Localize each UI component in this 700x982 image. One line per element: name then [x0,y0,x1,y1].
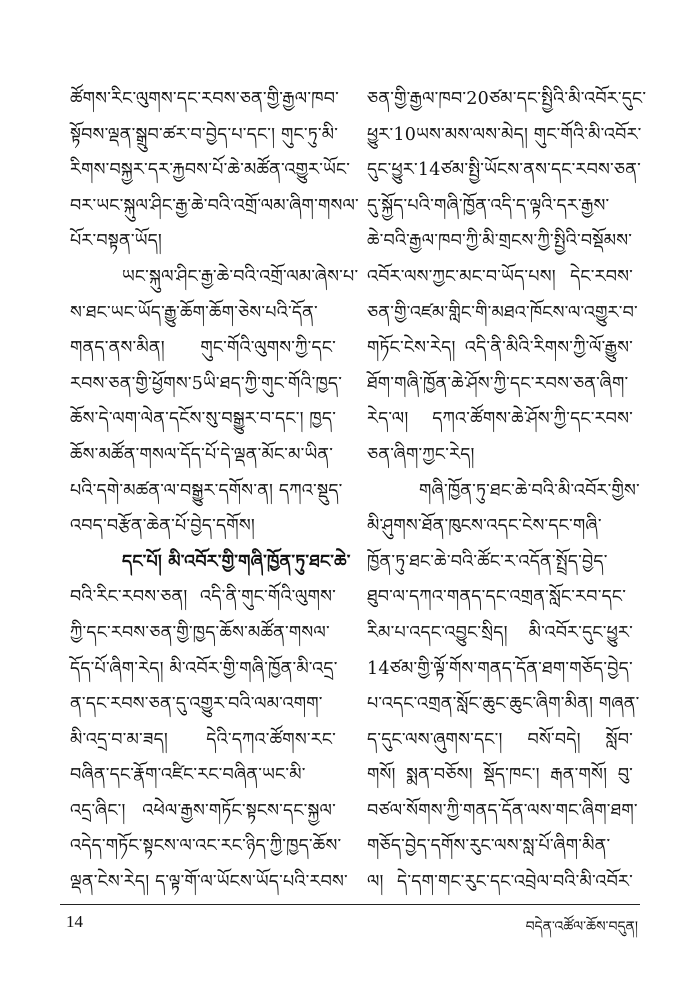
text-line: པ་འདང་འགྲན་སློང་ཆུང་ཆུང་ཞིག་མིན། གཞན་ [367,694,640,715]
left-text-column [70,82,359,893]
text-line: འབད་བརྩོན་ཆེན་པོ་བྱེད་དགོས། [70,516,255,537]
paragraph-first-line: ཡང་སྐུལ་ཤིང་རྒྱ་ཆེ་བའི་འགྲོ་ལམ་ཞེས་པ་ [122,266,359,287]
text-line: རིགས་བསྐྱར་དར་རྐྱབས་པོ་ཆེ་མཚོན་འགྱུར་ཡོང་ [70,160,351,181]
text-line: གཏོང་ངེས་རེད། འདི་ནི་མིའི་རིགས་ཀྱི་ལོ་རྒྱུས་ [367,338,633,359]
text-line: གསོ། སྨན་བཅོས། སྡོད་ཁང་། རྒན་གསོ། བུ་ [367,765,633,786]
text-line: ལ། དེ་དག་གང་རུང་དང་འབྲེལ་བའི་མི་འབོར་ [367,872,633,893]
text-line: ན་དང་རབས་ཅན་དུ་འགྱུར་བའི་ལམ་འགག་ [70,694,323,715]
text-line: འདེད་གཏོང་སྟངས་ལ་འང་རང་ཉིད་ཀྱི་ཁྱད་ཆོས་ [70,836,342,857]
text-line: གནད་ནས་མིན། གུང་གོའི་ལུགས་ཀྱི་དང་ [70,338,336,359]
text-line: དུ་སྐྱོད་པའི་གཞི་ཁྱོན་འདི་ད་ལྟའི་དར་རྒྱས་ [367,195,610,216]
text-line: འབོར་ལས་ཀྱང་མང་བ་ཡོད་པས། དེང་རབས་ [367,266,633,287]
text-line: ད་དུང་ལས་ཞུགས་དང་། བསོ་བདེ། སློབ་ [367,729,633,750]
text-line: གཅོད་བྱེད་དགོས་རུང་ལས་སླ་པོ་ཞིག་མིན་ [367,836,611,857]
text-line: དུང་ཕྱུར་14ཙམ་སྤྱི་ཡོངས་ནས་དང་རབས་ཅན་ [367,160,641,181]
text-line: པའི་དགེ་མཚན་ལ་བསྒྱུར་དགོས་ན། དཀའ་སྡུད་ [70,480,343,501]
text-line: ས་ཐང་ཡང་ཡོད་རྒྱུ་ཆོག་ཆོག་ཅེས་པའི་དོན་ [70,302,318,323]
text-line: བའི་རིང་རབས་ཅན། འདི་ནི་གུང་གོའི་ལུགས་ [70,587,336,608]
text-line: རབས་ཅན་གྱི་ཕྱོགས་5ཡི་ཐད་ཀྱི་གུང་གོའི་ཁྱད་ [70,373,343,394]
text-line: ཕྱུར་10ཡས་མས་ལས་མེད། གུང་གོའི་མི་འབོར་ [367,124,642,145]
text-line: སྟོབས་ལྡན་སྒྲུབ་ཚར་བ་བྱེད་པ་དང་། གུང་ཏུ་མི་ [70,124,339,145]
text-line: ཁྱོན་ཏུ་ཐང་ཆེ་བའི་ཚོང་ར་འདོན་སྤྲོད་བྱེད་ [367,551,608,572]
text-line: 14ཙམ་གྱི་ལྟོ་གོས་གནད་དོན་ཐག་གཅོད་བྱེད་ [367,658,633,679]
text-line: ལྡན་ངེས་རེད། ད་ལྟ་གོ་ལ་ཡོངས་ཡོད་པའི་རབས་ [70,872,348,893]
running-footer-title: བདེན་འཚོལ་ཆོས་བདུན། [525,919,638,935]
text-line: ཐུབ་ལ་དཀའ་གནད་དང་འགྲན་སློང་རབ་དང་ [367,587,627,608]
paragraph-first-line: གཞི་ཁྱོན་ཏུ་ཐང་ཆེ་བའི་མི་འབོར་གྱིས་ [419,480,640,501]
text-line: བཙལ་སོགས་ཀྱི་གནད་དོན་ལས་གང་ཞིག་ཐག་ [367,800,638,821]
text-line: ཆོས་མཚོན་གསལ་དོད་པོ་དེ་ལྡན་མོང་མ་ཡིན་ [70,444,334,465]
text-line: རེད་ལ། དཀའ་ཚོགས་ཆེ་ཤོས་ཀྱི་དང་རབས་ [367,409,633,430]
text-line: ཆེ་བའི་རྒྱལ་ཁབ་ཀྱི་མི་གྲངས་ཀྱི་སྤྱིའི་བསྡོམས་ [367,231,633,252]
text-line: མི་ཤུགས་ཐོན་ཁུངས་འདང་ངེས་དང་གཞི་ [367,516,602,537]
right-text-column [367,82,647,893]
page-number: 14 [66,912,83,931]
text-line: ཅན་གྱི་རྒྱལ་ཁབ་20ཙམ་དང་སྤྱིའི་མི་འབོར་དུང་ [367,89,647,109]
text-line: རིམ་པ་འདང་འབྱུང་སྲིད། མི་འབོར་དུང་ཕྱུར་ [367,622,633,643]
text-line: འདྲ་ཞིང་། འཕེལ་རྒྱས་གཏོང་སྟངས་དང་སྐྱལ་ [70,800,336,821]
text-line: ཆོས་དེ་ལག་ལེན་དངོས་སུ་བསྒྱུར་བ་དང་། ཁྱད་ [70,409,337,430]
text-line: ཐོག་གཞི་ཁྱོན་ཆེ་ཤོས་ཀྱི་དང་རབས་ཅན་ཞིག་ [367,373,629,394]
footer-divider [60,904,640,905]
text-line: བར་ཡང་སྐུལ་ཤིང་རྒྱ་ཆེ་བའི་འགྲོ་ལམ་ཞིག་གསལ་ [70,195,359,216]
text-line: དོད་པོ་ཞིག་རེད། མི་འབོར་གྱི་གཞི་ཁྱོན་མི་འདྲ་ [70,658,338,679]
text-line: ཀྱི་དང་རབས་ཅན་གྱི་ཁྱད་ཆོས་མཚོན་གསལ་ [70,622,330,643]
section-heading: དང་པོ། མི་འབོར་གྱི་གཞི་ཁྱོན་ཏུ་ཐང་ཆེ་ [122,551,351,572]
text-line: ཅན་ཞིག་ཀྱང་རེད། [367,444,475,465]
text-line: པོར་བསྟན་ཡོད། [70,231,163,252]
text-line: ཅན་གྱི་འཛམ་གླིང་གི་མཐའ་ཁོངས་ལ་འགྱུར་བ་ [367,302,638,323]
text-line: བཞིན་དང་རྣོག་འཛིང་རང་བཞིན་ཡང་མི་ [70,765,306,786]
text-line: ཚོགས་རིང་ལུགས་དང་རབས་ཅན་གྱི་རྒྱལ་ཁབ་ [70,89,339,109]
text-line: མི་འདྲ་བ་མ་ཟད། དེའི་དཀའ་ཚོགས་རང་ [70,729,336,750]
